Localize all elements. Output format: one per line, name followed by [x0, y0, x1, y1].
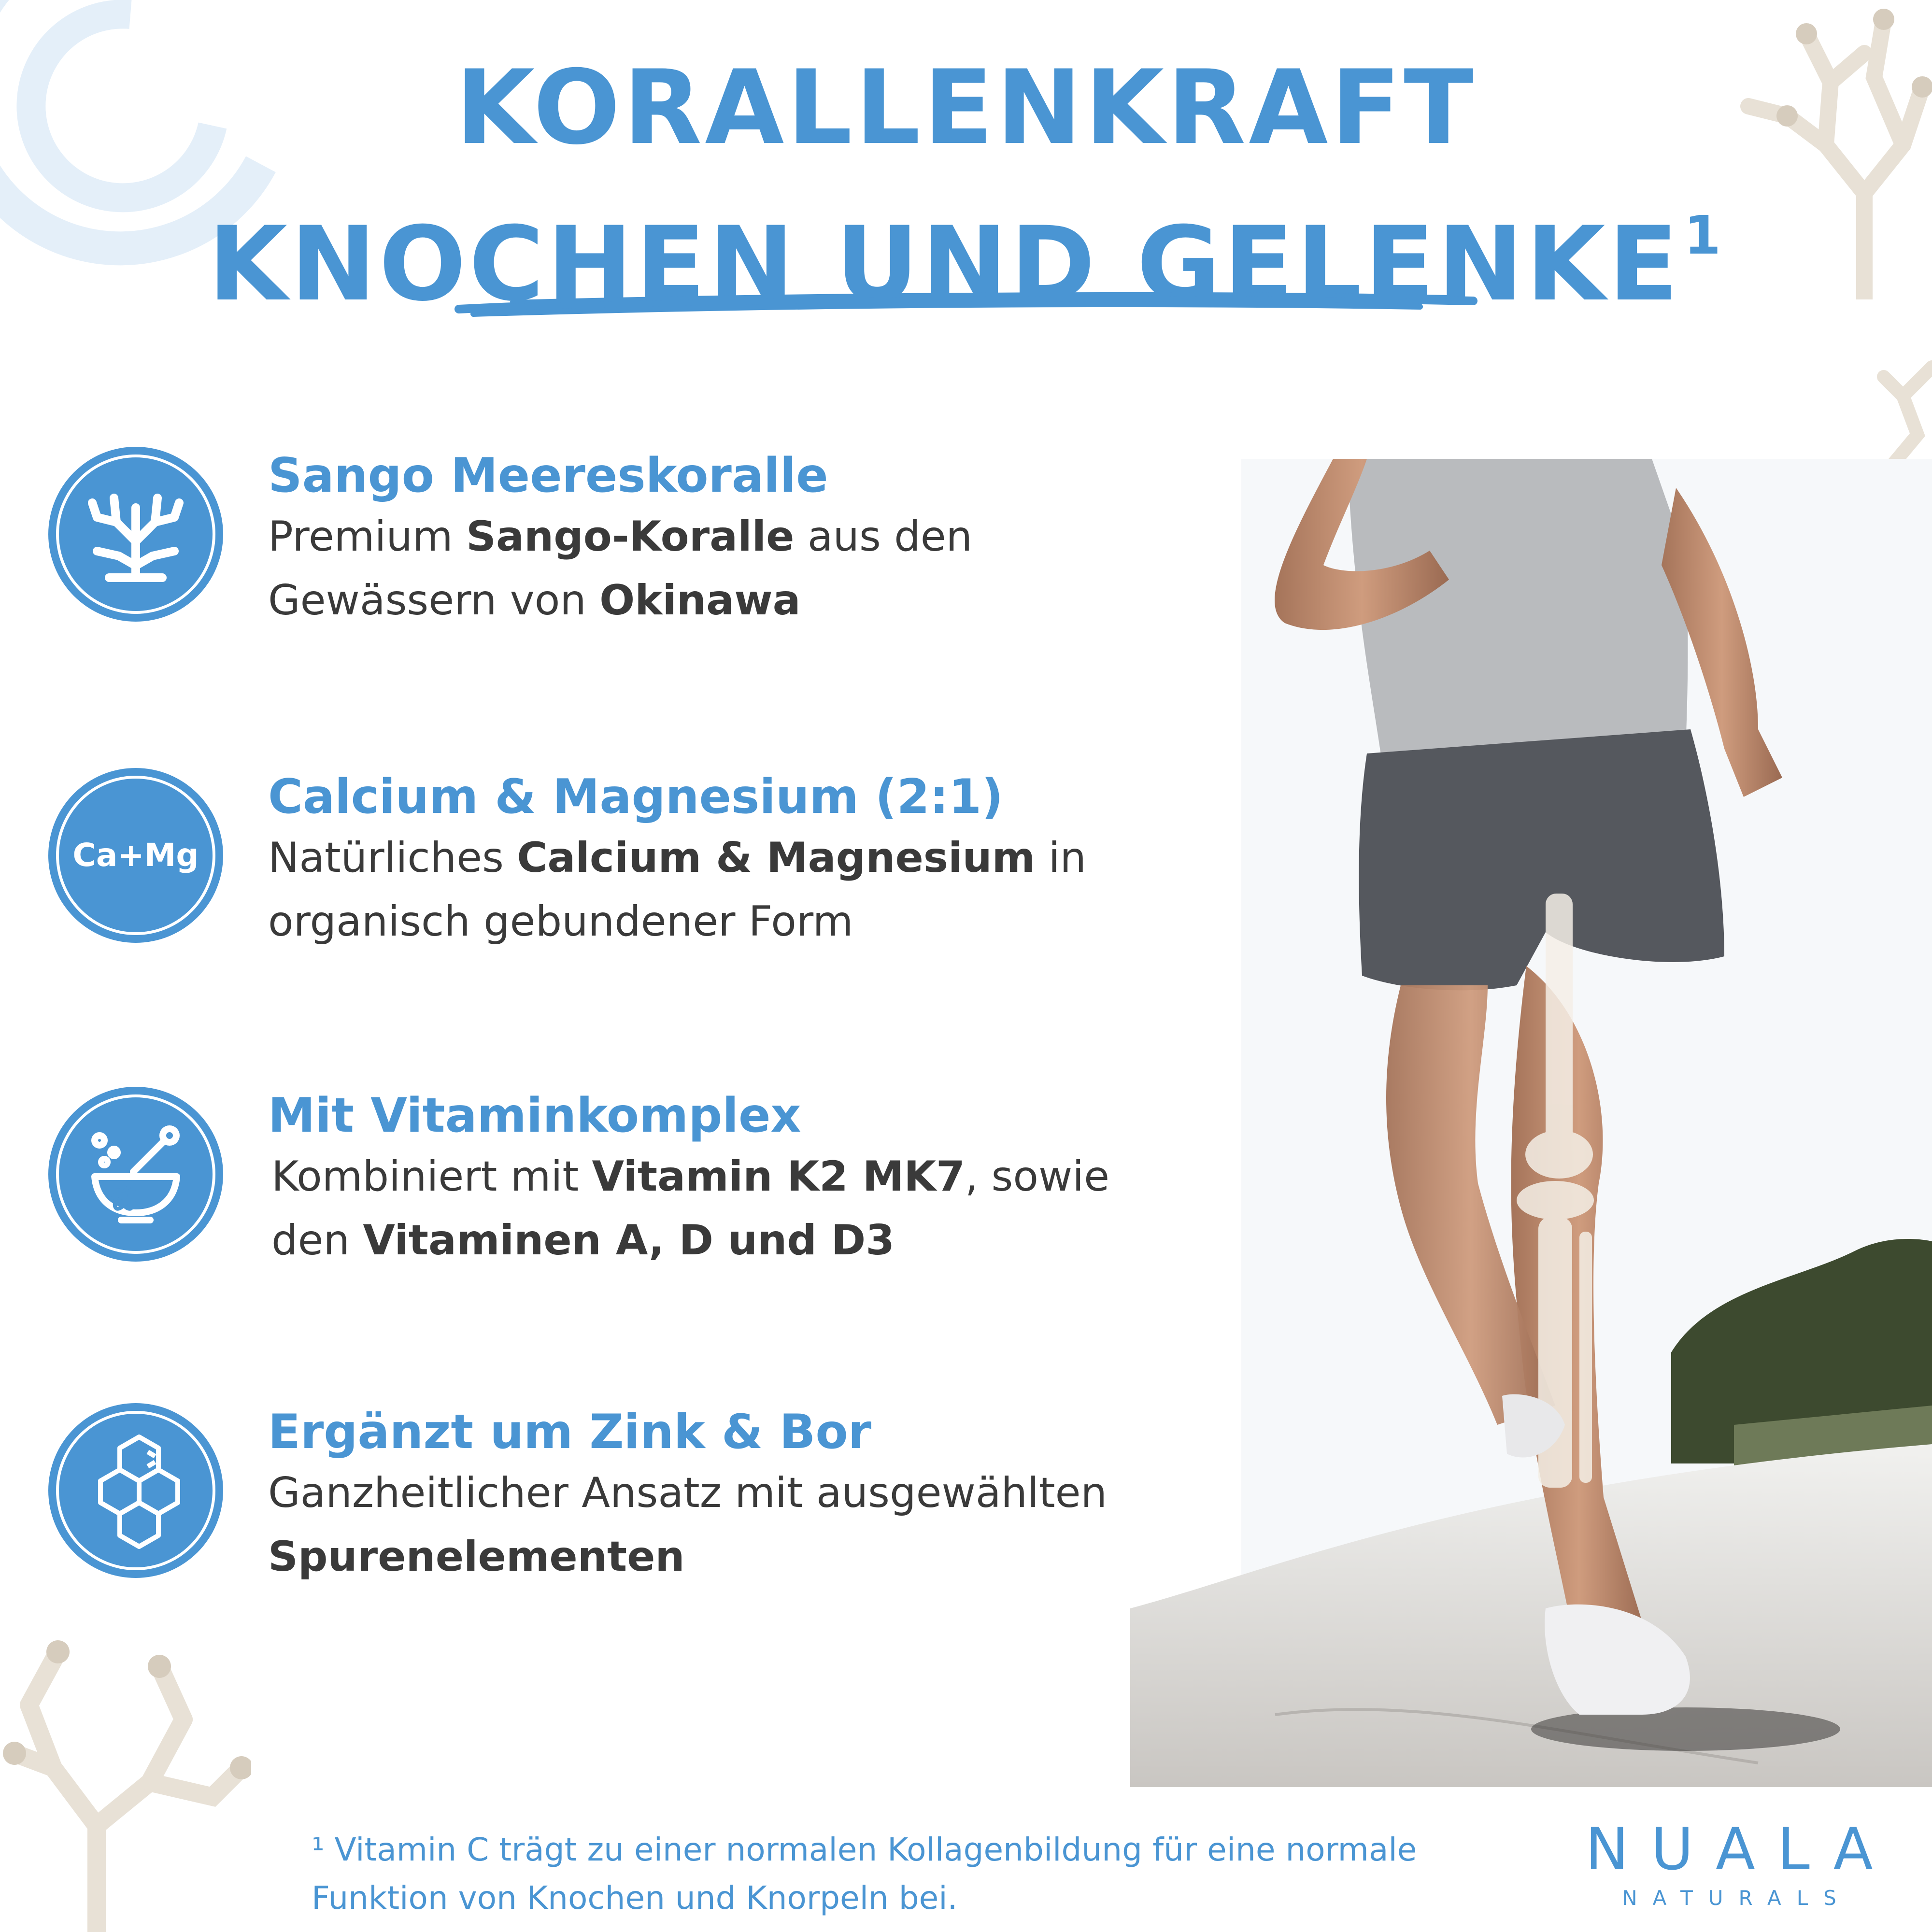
footnote-marker: 1 — [1684, 204, 1724, 266]
mortar-pestle-icon-graphic — [75, 1114, 196, 1235]
desc-text: Premium — [268, 512, 467, 561]
desc-text: organisch gebundener Form — [268, 897, 853, 946]
coral-icon — [48, 447, 223, 622]
desc-text: in — [1035, 834, 1087, 882]
brush-underline — [454, 287, 1478, 321]
feature-description-line-1 — [268, 1461, 1107, 1525]
desc-text: Natürliches — [268, 834, 517, 882]
feature-title: Calcium & Magnesium (2:1) — [268, 769, 1004, 824]
headline-line-2-text: KNOCHEN UND GELENKE — [208, 204, 1681, 324]
footnote — [312, 1826, 1519, 1922]
feature-zinc-boron — [48, 1403, 1159, 1606]
coral-decoration-right — [1874, 348, 1932, 473]
mortar-pestle-icon — [48, 1087, 223, 1262]
feature-description-line-1 — [268, 505, 972, 568]
feature-title: Sango Meereskoralle — [268, 448, 828, 503]
desc-text-bold: Vitaminen A, D und D3 — [363, 1216, 895, 1264]
feature-title: Ergänzt um Zink & Bor — [268, 1405, 871, 1460]
headline — [0, 43, 1932, 328]
feature-vitamin-complex — [48, 1087, 1159, 1290]
desc-text-bold: Vitamin K2 MK7 — [592, 1152, 965, 1201]
desc-text-bold: Okinawa — [599, 576, 801, 625]
desc-text: , sowie — [965, 1152, 1110, 1201]
desc-text: Gewässern von — [268, 576, 600, 625]
desc-text-bold: Sango-Koralle — [466, 512, 795, 561]
feature-description-line-2 — [268, 890, 1086, 953]
hexagon-molecule-icon-graphic — [75, 1430, 196, 1551]
headline-line-1: KORALLENKRAFT — [455, 48, 1477, 167]
runner-knee-bone-photo — [1130, 459, 1932, 1787]
desc-text: aus den — [794, 512, 973, 561]
feature-description-line-1 — [268, 826, 1086, 890]
brand-name: NUALA — [1585, 1816, 1895, 1883]
ca-mg-icon-label: Ca+Mg — [72, 837, 199, 874]
feature-description — [271, 1145, 1109, 1272]
desc-text-bold: Spurenelementen — [268, 1533, 685, 1581]
coral-decoration-bottom-left — [0, 1623, 251, 1932]
feature-description-line-2 — [268, 1525, 1107, 1589]
feature-description-line-2 — [268, 568, 972, 632]
desc-text: Kombiniert mit — [271, 1152, 592, 1201]
footnote-line-2: Funktion von Knochen und Knorpeln bei. — [312, 1879, 958, 1917]
feature-description — [268, 1461, 1107, 1589]
hexagon-molecule-icon — [48, 1403, 223, 1578]
ca-mg-icon — [48, 768, 223, 943]
brand-logo — [1579, 1816, 1895, 1913]
desc-text: Ganzheitlicher Ansatz mit ausgewählten — [268, 1469, 1108, 1517]
coral-icon-graphic — [75, 474, 196, 595]
feature-description-line-1 — [271, 1145, 1109, 1208]
feature-description — [268, 826, 1086, 953]
footnote-line-1: ¹ Vitamin C trägt zu einer normalen Kollagenbildung für eine normale — [312, 1831, 1417, 1868]
brand-subtitle: NATURALS — [1622, 1886, 1852, 1910]
feature-calcium-magnesium — [48, 768, 1159, 971]
desc-text: den — [271, 1216, 363, 1264]
feature-description — [268, 505, 972, 632]
feature-sango-coral — [48, 447, 1159, 650]
feature-description-line-2 — [271, 1208, 1109, 1272]
desc-text-bold: Calcium & Magnesium — [517, 834, 1036, 882]
feature-title: Mit Vitaminkomplex — [268, 1088, 801, 1143]
